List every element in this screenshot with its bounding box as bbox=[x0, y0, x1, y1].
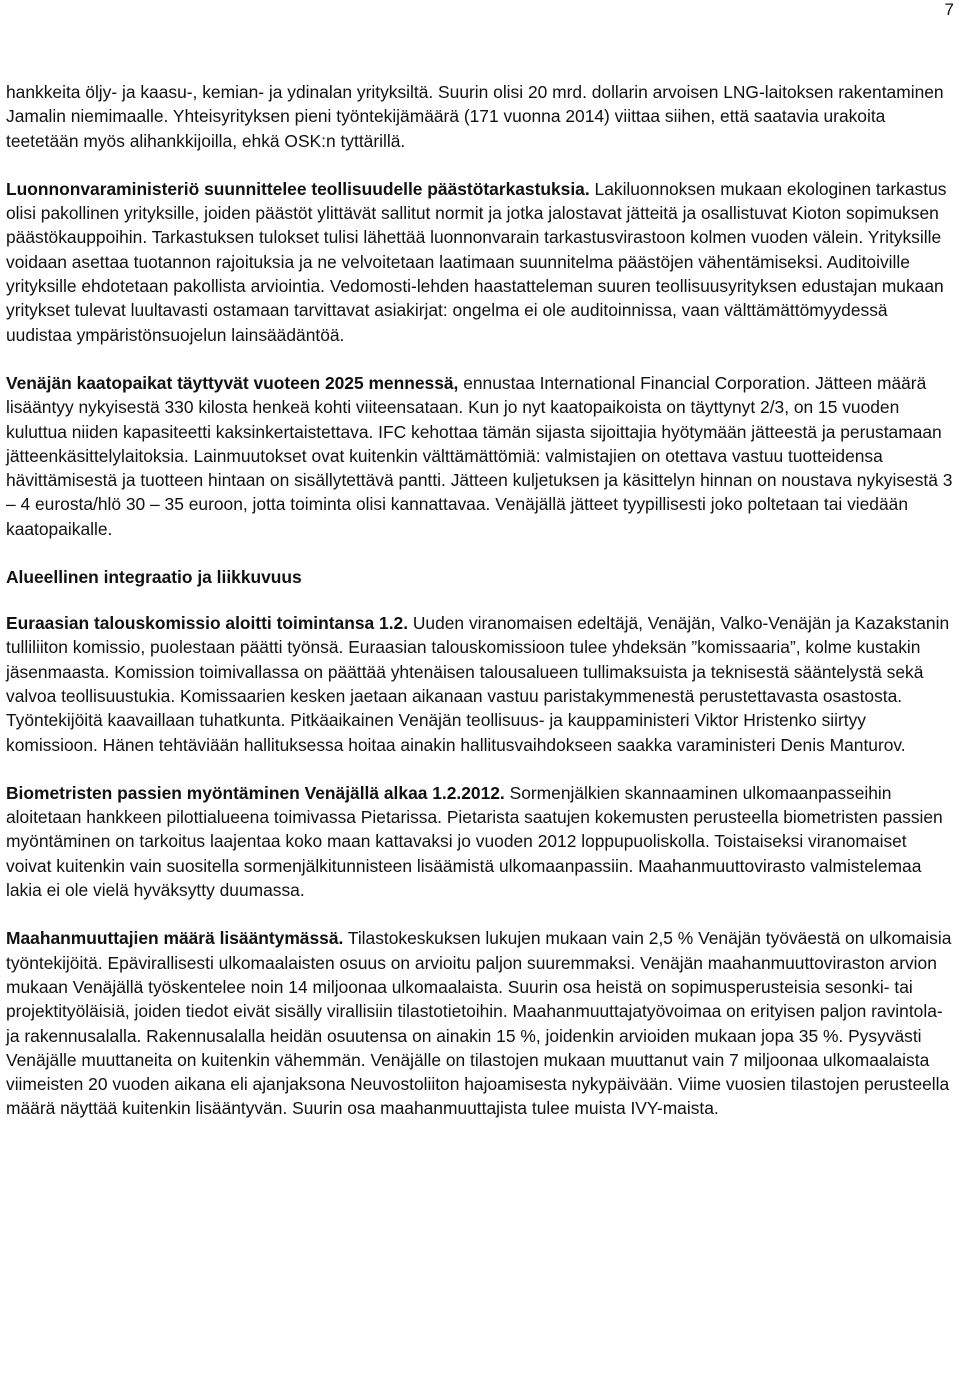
paragraph-lead: Maahanmuuttajien määrä lisääntymässä. bbox=[6, 928, 344, 949]
paragraph-landfills bbox=[6, 371, 954, 541]
paragraph-oil-gas-projects: hankkeita öljy- ja kaasu-, kemian- ja ydinalan yrityksiltä. Suurin olisi 20 mrd. dollarin arvoisen LNG-laitoksen rakentaminen Jamalin niemimaalle. Yhteisyrityksen pieni työntekijämäärä (171 vuonna 2014) viittaa siihen, että saatavia urakoita teetetään myös alihankkijoilla, ehkä OSK:n tyttärillä. bbox=[6, 82, 944, 151]
paragraph-text: Uuden viranomaisen edeltäjä, Venäjän, Valko-Venäjän ja Kazakstanin tulliliiton komissio, puolestaan päätti työnsä. Euraasian talouskomissioon tulee yhdeksän ”komissaaria”, kolme kustakin jäsenmaasta. Komission toimivallassa on päättää yhtenäisen talousalueen tullimaksuista ja teknisestä sääntelystä sekä valvoa teollisuustukia. Komissaarien kesken jaetaan aikanaan vastuu paristakymmenestä perustettavasta osastosta. Työntekijöitä kaavaillaan tuhatkunta. Pitkäaikainen Venäjän teollisuus- ja kauppaministeri Viktor Hristenko siirtyy komissioon. Hänen tehtäviään hallituksessa hoitaa ainakin hallitusvaihdokseen saakka varaministeri Denis Manturov. bbox=[6, 613, 950, 755]
paragraph-lead: Venäjän kaatopaikat täyttyvät vuoteen 2025 mennessä, bbox=[6, 372, 459, 393]
section-heading: Alueellinen integraatio ja liikkuvuus bbox=[6, 567, 302, 588]
paragraph-text: Tilastokeskuksen lukujen mukaan vain 2,5 % Venäjän työväestä on ulkomaisia työntekijöitä. Epävirallisesti ulkomaalaisten osuus on arvioitu paljon suuremmaksi. Venäjän maahanmuuttoviraston arvion mukaan Venäjällä työskentelee noin 14 miljoonaa ulkomaalaista. Suurin osa heistä on sopimusperusteisia sesonki- tai projektityöläisiä, joiden tiedot eivät sisälly virallisiin tilastotietoihin. Maahanmuuttajatyövoimaa on erityisen paljon ravintola- ja rakennusalalla. Rakennusalalla heidän osuutensa on ainakin 15 %, joidenkin arvioiden mukaan jopa 35 %. Pysyvästi Venäjälle muuttaneita on kuitenkin vähemmän. Venäjälle on tilastojen mukaan muuttanut vain 7 miljoonaa ulkomaalaista viimeisten 20 vuoden aikana eli ajanjaksona Neuvostoliiton hajoamisesta nykypäivään. Viime vuosien tilastojen perusteella määrä näyttää kuitenkin lisääntyvän. Suurin osa maahanmuuttajista tulee muista IVY-maista. bbox=[6, 928, 952, 1119]
paragraph-text: Lakiluonnoksen mukaan ekologinen tarkastus olisi pakollinen yrityksille, joiden päästöt ylittävät sallitut normit ja jotka jalostavat jätteitä ja osallistuvat Kioton sopimuksen päästökauppoihin. Tarkastuksen tulokset tulisi lähettää luonnonvarain tarkastusvirastoon kolmen vuoden välein. Yrityksille voidaan asettaa tuotannon rajoituksia ja ne velvoitetaan laatimaan suunnitelma päästöjen vähentämiseksi. Auditoiville yrityksille ehdotetaan pakollista arviointia. Vedomosti-lehden haastatteleman suuren teollisuusyrityksen edustajan mukaan yritykset tulevat luultavasti ostamaan tarvittavat asiakirjat: ongelma ei ole auditoinnissa, vaan välttämättömyydessä uudistaa ympäristönsuojelun lainsäädäntöä. bbox=[6, 178, 947, 345]
document-body bbox=[6, 80, 954, 1121]
paragraph-text: ennustaa International Financial Corporation. Jätteen määrä lisääntyy nykyisestä 330 kilosta henkeä kohti viiteensataan. Kun jo nyt kaatopaikoista on täyttynyt 2/3, on 15 vuoden kuluttua niiden kapasiteetti kaksinkertaistettava. IFC kehottaa tämän sijasta sijoittajia hyötymään jätteestä ja perustamaan jätteenkäsittelylaitoksia. Lainmuutokset ovat kuitenkin välttämättömiä: valmistajien on otettava vastuu tuotteidensa hävittämisestä ja tuotteen hintaan on sisällytettävä pantti. Jätteen kuljetuksen ja käsittelyn hinnan on noustava nykyisestä 3 – 4 eurosta/hlö 30 – 35 euroon, jotta toiminta olisi kannattavaa. Venäjällä jätteet tyypillisesti joko poltetaan tai viedään kaatopaikalle. bbox=[6, 372, 953, 539]
paragraph-lead: Luonnonvaraministeriö suunnittelee teollisuudelle päästötarkastuksia. bbox=[6, 178, 590, 199]
paragraph-lead: Biometristen passien myöntäminen Venäjällä alkaa 1.2.2012. bbox=[6, 782, 505, 803]
paragraph-lead: Euraasian talouskomissio aloitti toimintansa 1.2. bbox=[6, 613, 409, 634]
paragraph-emission-audits bbox=[6, 177, 954, 347]
paragraph-text: Sormenjälkien skannaaminen ulkomaanpasseihin aloitetaan hankkeen pilottialueena toimivassa Pietarissa. Pietarista saatujen kokemusten perusteella biometristen passien myöntäminen on tarkoitus laajentaa koko maan kattavaksi jo vuoden 2012 loppupuoliskolla. Toistaiseksi viranomaiset voivat kuitenkin vain suositella sormenjälkitunnisteen lisäämistä ulkomaanpassiin. Maahanmuuttovirasto valmistelemaa lakia ei ole vielä hyväksytty duumassa. bbox=[6, 782, 943, 901]
paragraph-immigration bbox=[6, 926, 954, 1120]
paragraph-biometric-passports bbox=[6, 781, 954, 902]
page-number: 7 bbox=[944, 0, 954, 19]
paragraph-eurasian-commission bbox=[6, 611, 954, 757]
